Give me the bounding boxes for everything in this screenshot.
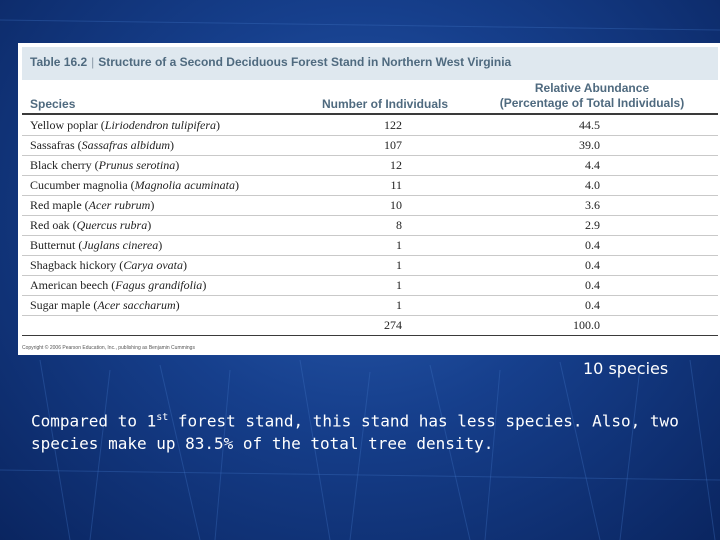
table-row xyxy=(22,135,718,156)
common-name: Red maple ( xyxy=(30,198,89,212)
name-close: ) xyxy=(147,218,152,232)
relative-abundance: 0.4 xyxy=(585,298,600,312)
scientific-name: Fagus grandifolia xyxy=(115,278,203,292)
species-name xyxy=(30,138,174,153)
common-name: Shagback hickory ( xyxy=(30,258,124,272)
table-number: Table 16.2 xyxy=(30,55,88,69)
table-row xyxy=(22,215,718,236)
scientific-name: Juglans cinerea xyxy=(82,238,159,252)
table-title-text: Structure of a Second Deciduous Forest Stand in Northern West Virginia xyxy=(98,55,512,69)
name-close: ) xyxy=(216,118,221,132)
common-name: Yellow poplar ( xyxy=(30,118,105,132)
name-close: ) xyxy=(170,138,175,152)
species-name xyxy=(30,178,239,193)
individuals-count: 1 xyxy=(396,238,402,252)
individuals-count: 12 xyxy=(390,158,402,172)
species-count-label: 10 species xyxy=(583,359,669,378)
table-row xyxy=(22,195,718,216)
scientific-name: Acer rubrum xyxy=(88,198,151,212)
relative-abundance: 44.5 xyxy=(579,118,600,132)
table-row xyxy=(22,295,718,316)
scientific-name: Acer saccharum xyxy=(97,298,176,312)
table-row xyxy=(22,155,718,176)
relative-abundance: 0.4 xyxy=(585,258,600,272)
individuals-count: 1 xyxy=(396,298,402,312)
header-relative-line1: Relative Abundance xyxy=(534,81,650,95)
table-row xyxy=(22,235,718,256)
species-name xyxy=(30,158,179,173)
name-close: ) xyxy=(150,198,155,212)
species-name xyxy=(30,198,154,213)
common-name: American beech ( xyxy=(30,278,116,292)
species-name xyxy=(30,238,162,253)
total-count: 274 xyxy=(384,318,402,332)
header-relative-abundance xyxy=(497,81,687,111)
species-name xyxy=(30,278,206,293)
individuals-count: 8 xyxy=(396,218,402,232)
name-close: ) xyxy=(202,278,207,292)
caption-superscript: st xyxy=(156,412,169,423)
species-name xyxy=(30,298,180,313)
scientific-name: Sassafras albidum xyxy=(81,138,171,152)
caption-part1: Compared to 1 xyxy=(31,411,157,431)
name-close: ) xyxy=(234,178,239,192)
relative-abundance: 4.4 xyxy=(585,158,600,172)
species-name xyxy=(30,218,151,233)
caption-part2: forest stand, this stand has less species. Also, two species make up 83.5% of the total tree density. xyxy=(31,411,679,454)
name-close: ) xyxy=(182,258,187,272)
total-row xyxy=(22,315,718,336)
scientific-name: Quercus rubra xyxy=(76,218,148,232)
common-name: Black cherry ( xyxy=(30,158,99,172)
individuals-count: 11 xyxy=(390,178,402,192)
common-name: Cucumber magnolia ( xyxy=(30,178,135,192)
table-title-bar xyxy=(22,47,718,80)
name-close: ) xyxy=(175,158,180,172)
individuals-count: 10 xyxy=(390,198,402,212)
individuals-count: 1 xyxy=(396,258,402,272)
table-row xyxy=(22,115,718,136)
header-relative-line2: (Percentage of Total Individuals) xyxy=(499,96,685,110)
name-close: ) xyxy=(158,238,163,252)
common-name: Red oak ( xyxy=(30,218,77,232)
copyright-note: Copyright © 2006 Pearson Education, Inc., publishing as Benjamin Cummings xyxy=(22,345,195,351)
scientific-name: Liriodendron tulipifera xyxy=(104,118,217,132)
species-name xyxy=(30,118,220,133)
total-relative: 100.0 xyxy=(573,318,600,332)
table-title xyxy=(30,55,511,69)
data-table xyxy=(22,47,718,347)
relative-abundance: 39.0 xyxy=(579,138,600,152)
header-number: Number of Individuals xyxy=(322,97,449,111)
common-name: Sassafras ( xyxy=(30,138,82,152)
common-name: Sugar maple ( xyxy=(30,298,98,312)
relative-abundance: 0.4 xyxy=(585,238,600,252)
scientific-name: Magnolia acuminata xyxy=(134,178,235,192)
table-row xyxy=(22,275,718,296)
individuals-count: 107 xyxy=(384,138,402,152)
name-close: ) xyxy=(175,298,180,312)
scientific-name: Prunus serotina xyxy=(98,158,176,172)
title-separator: | xyxy=(91,55,95,69)
relative-abundance: 3.6 xyxy=(585,198,600,212)
scientific-name: Carya ovata xyxy=(123,258,183,272)
table-row xyxy=(22,175,718,196)
table-row xyxy=(22,255,718,276)
individuals-count: 1 xyxy=(396,278,402,292)
relative-abundance: 0.4 xyxy=(585,278,600,292)
relative-abundance: 2.9 xyxy=(585,218,600,232)
individuals-count: 122 xyxy=(384,118,402,132)
common-name: Butternut ( xyxy=(30,238,83,252)
species-name xyxy=(30,258,187,273)
relative-abundance: 4.0 xyxy=(585,178,600,192)
caption-text xyxy=(31,406,691,455)
header-species: Species xyxy=(30,97,76,111)
